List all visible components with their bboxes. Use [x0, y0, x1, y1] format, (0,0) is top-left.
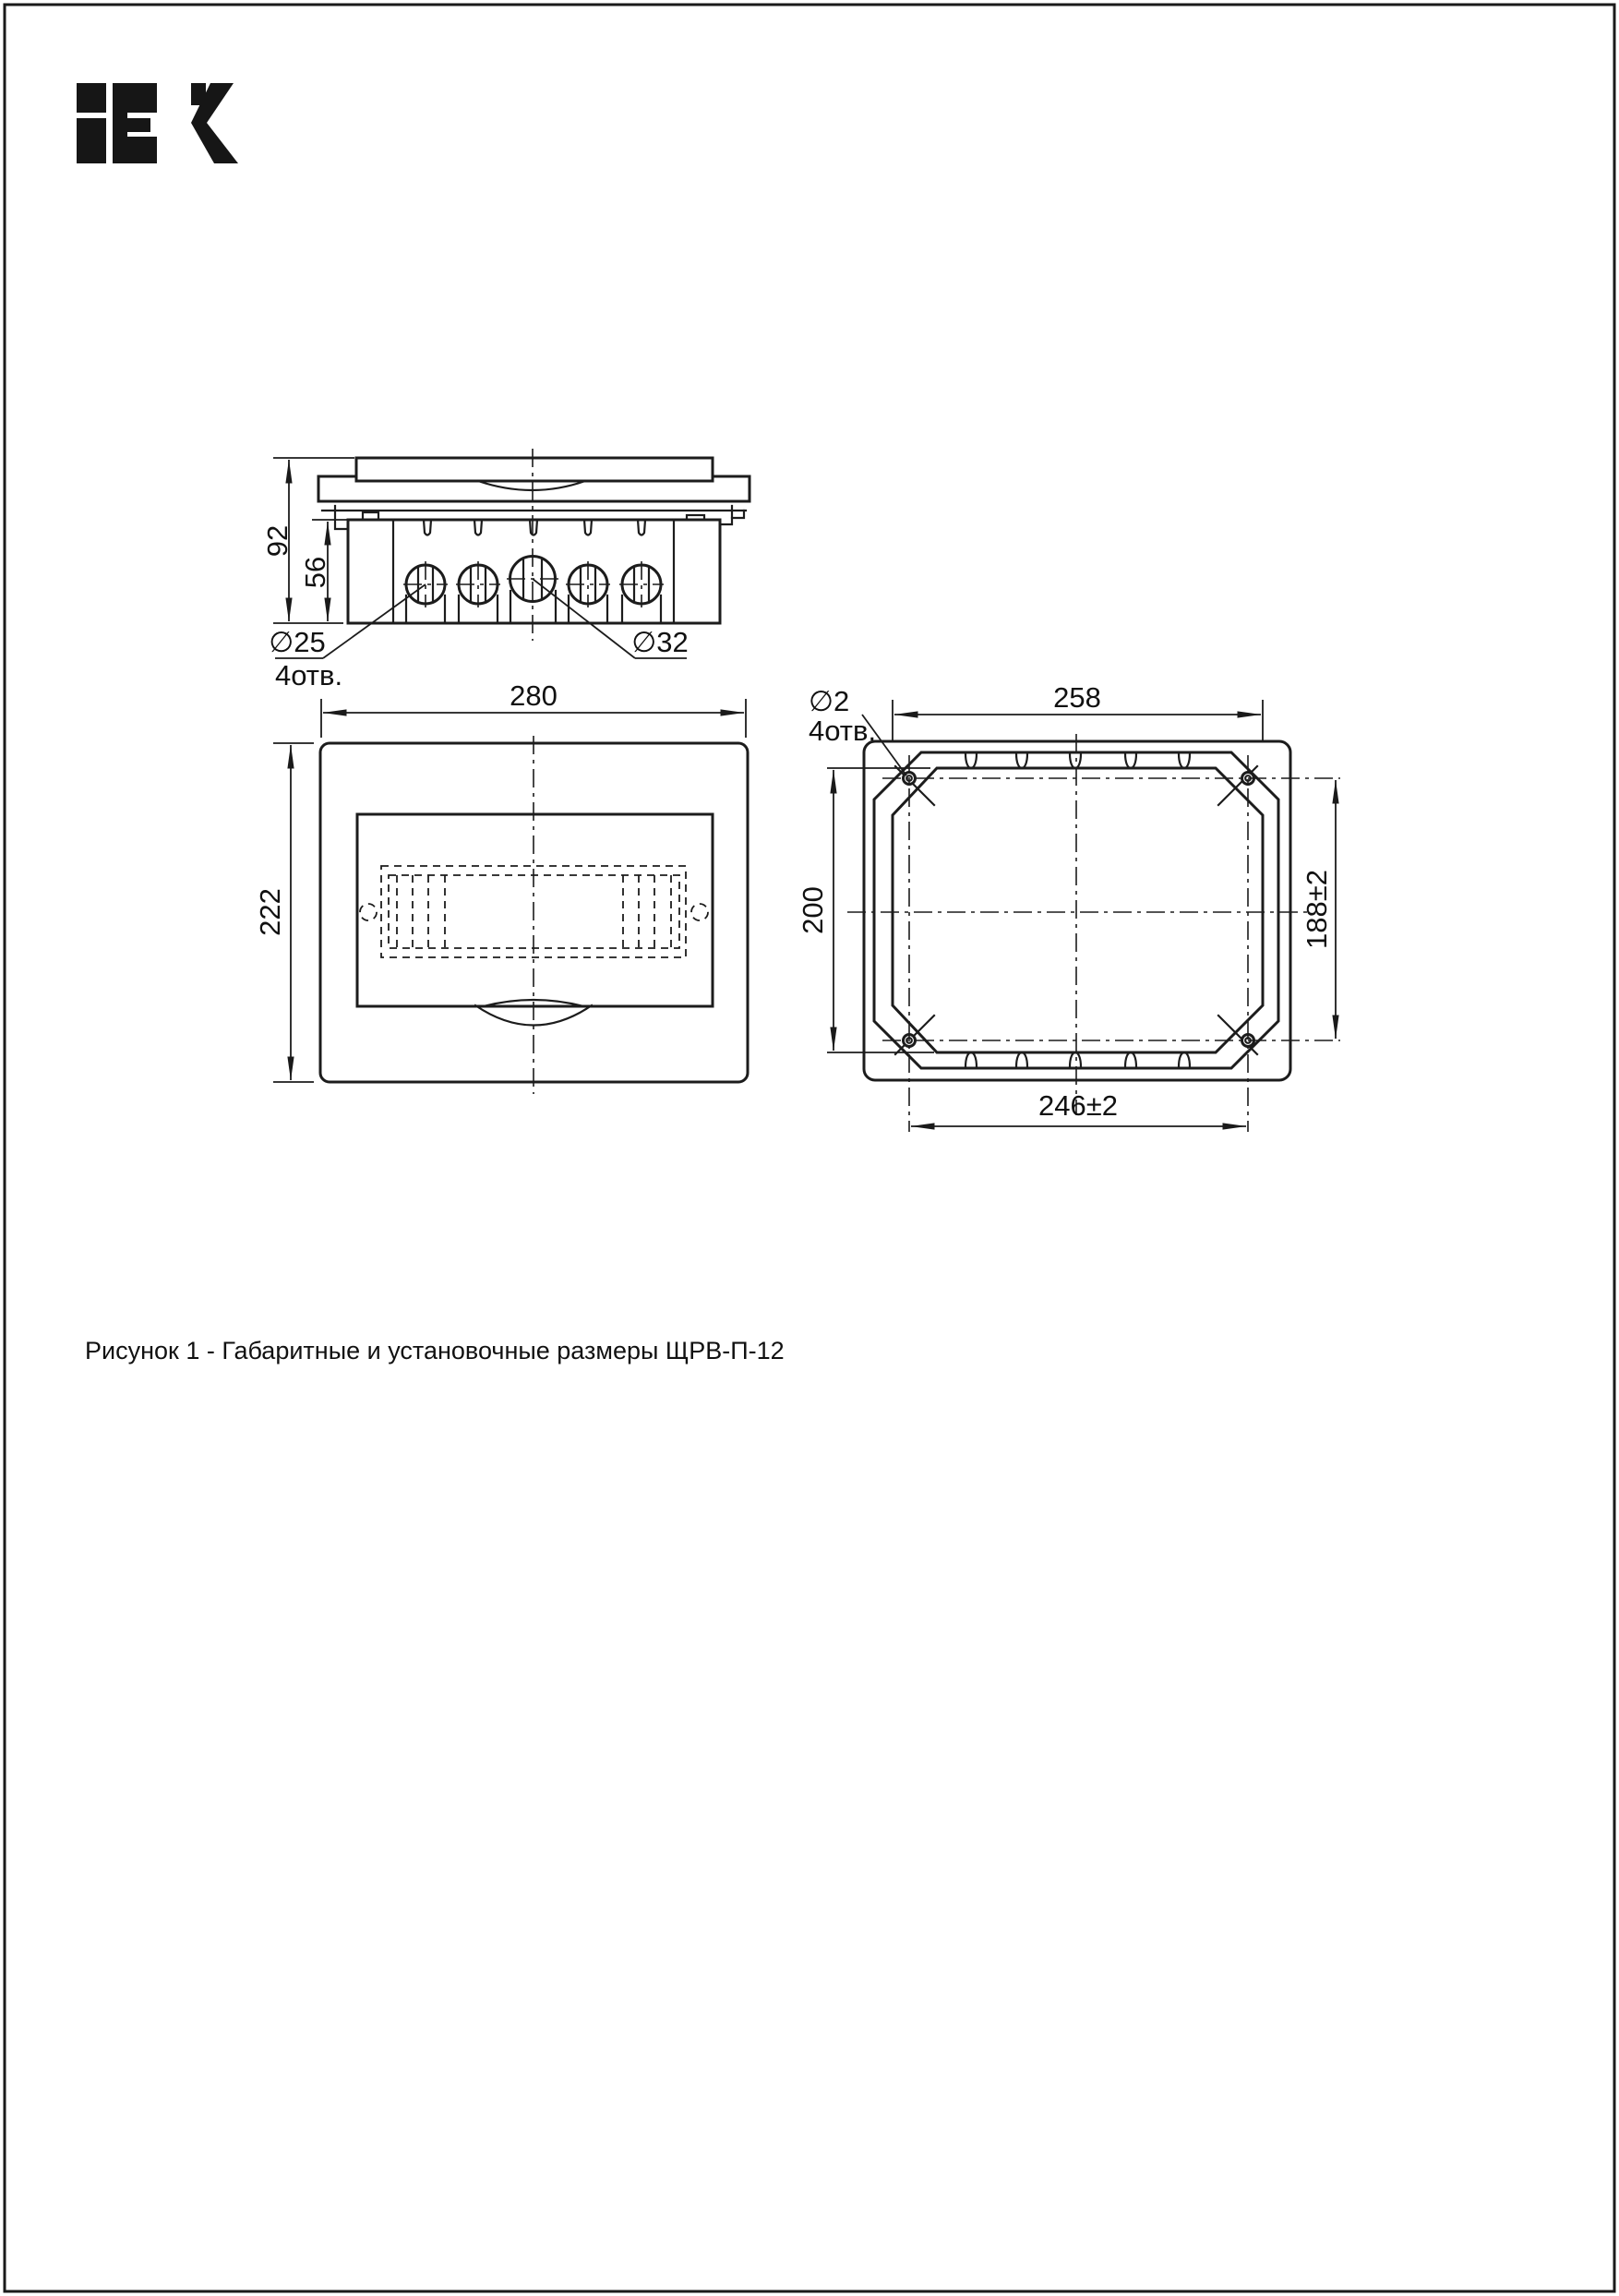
logo-e — [113, 83, 157, 163]
logo-i-dot — [77, 83, 106, 113]
dim-width: 280 — [510, 679, 558, 712]
label-hole-small-count: 4отв. — [275, 659, 343, 691]
label-mount-hole: ∅2 — [809, 685, 850, 717]
dim-height: 222 — [254, 888, 286, 936]
label-hole-large: ∅32 — [631, 626, 689, 658]
figure-caption: Рисунок 1 - Габаритные и установочные размеры ЩРВ-П-12 — [85, 1337, 785, 1364]
logo-i-stem — [77, 118, 106, 163]
dim-mount-width: 246±2 — [1038, 1089, 1118, 1122]
label-mount-hole-count: 4отв. — [809, 715, 877, 747]
label-hole-small: ∅25 — [269, 626, 326, 658]
dim-mount-height: 188±2 — [1301, 870, 1333, 949]
top-view — [261, 449, 750, 691]
logo-k-lower-leg — [191, 123, 238, 163]
dim-rear-width: 258 — [1053, 681, 1101, 714]
dim-rear-height: 200 — [797, 886, 829, 934]
front-door — [357, 814, 713, 1006]
rear-view — [797, 681, 1340, 1132]
right-step-notch — [732, 511, 744, 518]
front-view — [254, 679, 748, 1094]
left-step — [335, 506, 348, 529]
dim-height-body: 56 — [299, 556, 331, 589]
dim-height-total: 92 — [261, 524, 294, 558]
right-step — [720, 506, 732, 524]
iek-logo — [77, 83, 238, 163]
enclosure-lid — [356, 458, 713, 481]
page-border — [5, 5, 1614, 2291]
